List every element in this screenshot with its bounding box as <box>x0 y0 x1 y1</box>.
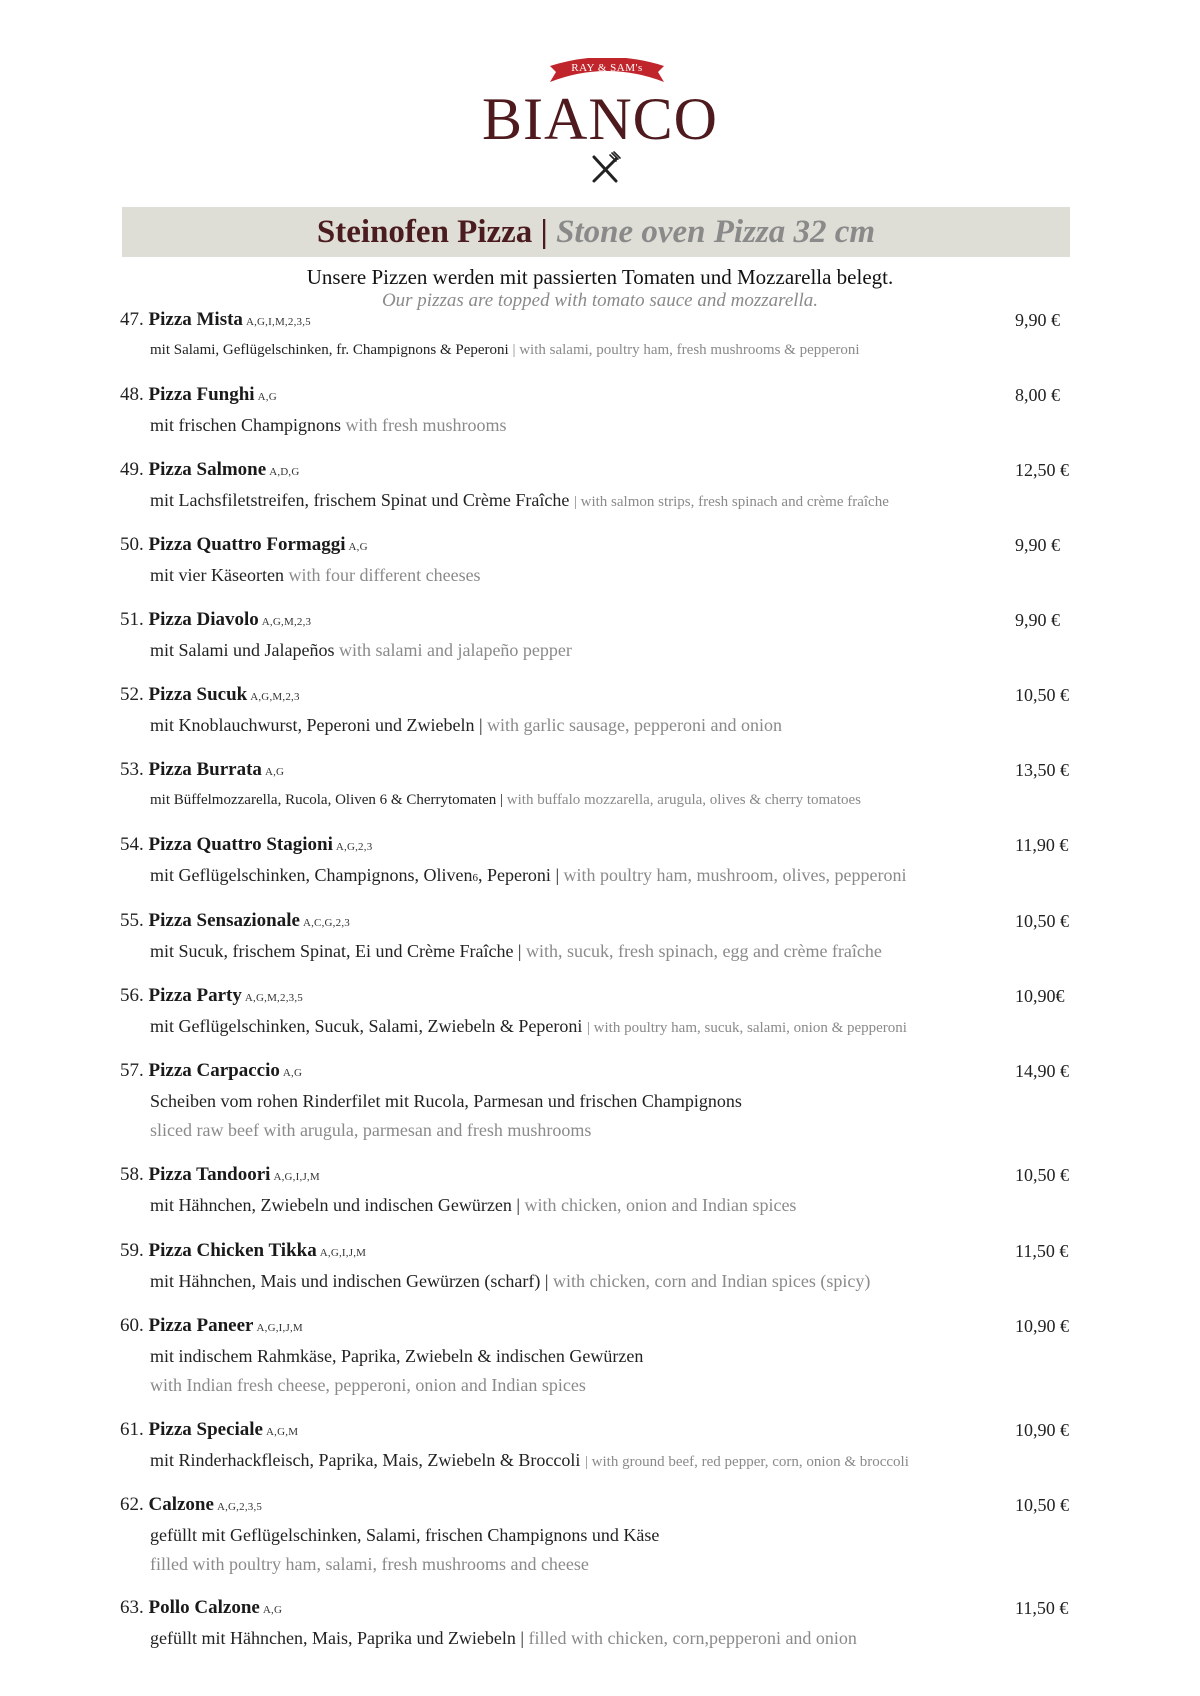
item-heading <box>120 309 311 333</box>
allergen-codes: A,G,M <box>266 1426 299 1438</box>
item-name: Calzone <box>148 1494 214 1515</box>
item-number: 52. <box>120 684 144 705</box>
item-heading <box>120 1419 298 1443</box>
item-number: 53. <box>120 759 144 780</box>
item-number: 49. <box>120 459 144 480</box>
description-english: with Indian fresh cheese, pepperoni, onion and Indian spices <box>150 1375 586 1395</box>
description-english: with fresh mushrooms <box>345 415 507 435</box>
description-english: | with salami, poultry ham, fresh mushrooms & pepperoni <box>512 342 860 358</box>
item-price: 11,50 € <box>1015 1598 1069 1618</box>
allergen-codes: A,G,M,2,3,5 <box>244 992 303 1004</box>
item-description <box>150 639 572 661</box>
item-description <box>150 1270 870 1292</box>
allergen-codes: A,G <box>257 391 277 403</box>
allergen-codes: A,G,I,J,M <box>256 1322 303 1334</box>
description-german: mit Lachsfiletstreifen, frischem Spinat und Crème Fraîche <box>150 490 570 510</box>
item-name: Pizza Quattro Formaggi <box>148 534 346 555</box>
description-english: filled with poultry ham, salami, fresh mushrooms and cheese <box>150 1554 589 1574</box>
item-heading <box>120 985 303 1009</box>
allergen-codes: A,G,M,2,3 <box>261 616 312 628</box>
item-description <box>150 789 861 811</box>
description-german: mit Salami, Geflügelschinken, fr. Champignons & Peperoni <box>150 342 509 358</box>
item-name: Pizza Mista <box>148 309 243 330</box>
description-german: mit Büffelmozzarella, Rucola, Oliven 6 & Cherrytomaten | <box>150 792 504 808</box>
allergen-codes: A,D,G <box>269 466 300 478</box>
item-description-english <box>150 1119 591 1141</box>
item-price: 10,90€ <box>1015 986 1065 1006</box>
title-german: Steinofen Pizza <box>316 214 533 250</box>
item-heading <box>120 759 284 783</box>
item-heading <box>120 910 350 934</box>
item-number: 59. <box>120 1240 144 1261</box>
item-name: Pizza Sensazionale <box>148 910 300 931</box>
item-name: Pizza Chicken Tikka <box>148 1240 317 1261</box>
allergen-codes: A,G,I,J,M <box>273 1171 320 1183</box>
description-german: mit Geflügelschinken, Sucuk, Salami, Zwiebeln & Peperoni <box>150 1016 583 1036</box>
allergen-codes: A,G <box>262 1604 283 1616</box>
description-german: gefüllt mit Hähnchen, Mais, Paprika und Zwiebeln | <box>150 1628 525 1648</box>
item-price: 9,90 € <box>1015 310 1060 330</box>
item-description <box>150 564 481 586</box>
item-price: 10,90 € <box>1015 1420 1069 1440</box>
item-name: Pizza Funghi <box>148 384 255 405</box>
item-price: 11,50 € <box>1015 1241 1069 1261</box>
item-name: Pollo Calzone <box>148 1597 260 1618</box>
item-price: 11,90 € <box>1015 835 1069 855</box>
description-english: sliced raw beef with arugula, parmesan and fresh mushrooms <box>150 1120 592 1140</box>
description-german: gefüllt mit Geflügelschinken, Salami, frischen Champignons und Käse <box>150 1525 660 1545</box>
item-number: 63. <box>120 1597 144 1618</box>
item-heading <box>120 609 311 633</box>
restaurant-logo <box>0 48 1200 188</box>
item-number: 58. <box>120 1164 144 1185</box>
item-description <box>150 1015 907 1039</box>
allergen-codes: A,G,2,3 <box>335 841 373 853</box>
item-heading <box>120 1597 282 1621</box>
item-description <box>150 940 882 962</box>
item-number: 55. <box>120 910 144 931</box>
item-description <box>150 1449 909 1473</box>
description-german: mit Rinderhackfleisch, Paprika, Mais, Zwiebeln & Broccoli <box>150 1450 581 1470</box>
item-description <box>150 1524 659 1546</box>
description-german-cont: , Peperoni | <box>477 865 560 885</box>
item-name: Pizza Party <box>148 985 242 1006</box>
allergen-codes: A,G,I,J,M <box>319 1247 367 1259</box>
allergen-codes: A,G <box>348 541 368 553</box>
description-german: mit Hähnchen, Mais und indischen Gewürzen (scharf) | <box>150 1271 549 1291</box>
item-price: 10,50 € <box>1015 1495 1069 1515</box>
description-german: mit indischem Rahmkäse, Paprika, Zwiebeln & indischen Gewürzen <box>150 1346 644 1366</box>
description-english: with buffalo mozzarella, arugula, olives & cherry tomatoes <box>506 792 861 808</box>
item-description <box>150 414 506 436</box>
description-german: mit Geflügelschinken, Champignons, Oliven <box>150 865 473 885</box>
item-description-english <box>150 1553 589 1575</box>
item-heading <box>120 534 368 558</box>
description-german: mit frischen Champignons <box>150 415 341 435</box>
item-description <box>150 864 907 889</box>
intro-english: Our pizzas are topped with tomato sauce and mozzarella. <box>381 290 819 311</box>
item-number: 50. <box>120 534 144 555</box>
description-german: mit Hähnchen, Zwiebeln und indischen Gewürzen | <box>150 1195 520 1215</box>
item-price: 9,90 € <box>1015 535 1060 555</box>
item-number: 48. <box>120 384 144 405</box>
description-english: with, sucuk, fresh spinach, egg and crème fraîche <box>526 941 882 961</box>
description-english: with garlic sausage, pepperoni and onion <box>487 715 782 735</box>
item-price: 10,90 € <box>1015 1316 1069 1336</box>
item-description-english <box>150 1374 586 1396</box>
logo-name: BIANCO <box>481 86 718 152</box>
item-number: 47. <box>120 309 144 330</box>
item-name: Pizza Quattro Stagioni <box>148 834 333 855</box>
item-heading <box>120 384 277 408</box>
item-number: 56. <box>120 985 144 1006</box>
logo-banner-text: RAY & SAM's <box>571 62 643 74</box>
description-english: filled with chicken, corn,pepperoni and onion <box>528 1628 857 1648</box>
item-number: 57. <box>120 1060 144 1081</box>
description-english: with four different cheeses <box>288 565 481 585</box>
item-price: 8,00 € <box>1015 385 1060 405</box>
item-name: Pizza Diavolo <box>148 609 259 630</box>
allergen-codes: A,G,M,2,3 <box>250 691 300 703</box>
item-price: 9,90 € <box>1015 610 1060 630</box>
item-number: 62. <box>120 1494 144 1515</box>
item-number: 61. <box>120 1419 144 1440</box>
item-heading <box>120 1060 302 1084</box>
item-description <box>150 1194 796 1216</box>
item-description <box>150 339 860 361</box>
description-german: mit vier Käseorten <box>150 565 284 585</box>
description-english: | with poultry ham, sucuk, salami, onion & pepperoni <box>586 1020 907 1036</box>
intro-german: Unsere Pizzen werden mit passierten Tomaten und Mozzarella belegt. <box>306 265 894 289</box>
description-german: mit Salami und Jalapeños <box>150 640 335 660</box>
item-name: Pizza Tandoori <box>148 1164 271 1185</box>
item-name: Pizza Speciale <box>148 1419 263 1440</box>
crossed-fork-knife-icon <box>587 150 623 186</box>
description-english: with poultry ham, mushroom, olives, pepperoni <box>563 865 907 885</box>
item-price: 10,50 € <box>1015 911 1069 931</box>
allergen-codes: A,C,G,2,3 <box>302 917 350 929</box>
description-subscript: 6 <box>472 872 478 884</box>
allergen-codes: A,G,2,3,5 <box>216 1501 263 1513</box>
item-name: Pizza Burrata <box>148 759 262 780</box>
item-number: 60. <box>120 1315 144 1336</box>
item-heading <box>120 684 300 708</box>
item-name: Pizza Sucuk <box>148 684 248 705</box>
description-german: Scheiben vom rohen Rinderfilet mit Rucola, Parmesan und frischen Champignons <box>150 1091 742 1111</box>
item-name: Pizza Paneer <box>148 1315 254 1336</box>
item-heading <box>120 1494 262 1518</box>
item-price: 14,90 € <box>1015 1061 1069 1081</box>
item-name: Pizza Salmone <box>148 459 267 480</box>
title-english: Stone oven Pizza 32 cm <box>556 214 876 250</box>
description-english: with salami and jalapeño pepper <box>338 640 572 660</box>
item-heading <box>120 1315 303 1339</box>
description-english: with chicken, onion and Indian spices <box>524 1195 797 1215</box>
item-description <box>150 1345 643 1367</box>
item-heading <box>120 1164 320 1188</box>
description-german: mit Knoblauchwurst, Peperoni und Zwiebeln | <box>150 715 483 735</box>
item-description <box>150 1090 742 1112</box>
item-heading <box>120 1240 366 1264</box>
allergen-codes: A,G <box>264 766 285 778</box>
allergen-codes: A,G,I,M,2,3,5 <box>245 316 311 328</box>
item-description <box>150 714 782 736</box>
item-price: 12,50 € <box>1015 460 1069 480</box>
item-description <box>150 489 889 513</box>
allergen-codes: A,G <box>282 1067 303 1079</box>
item-heading <box>120 459 300 483</box>
item-heading <box>120 834 372 858</box>
description-english: | with ground beef, red pepper, corn, onion & broccoli <box>584 1454 909 1470</box>
item-number: 51. <box>120 609 144 630</box>
item-price: 10,50 € <box>1015 685 1069 705</box>
item-number: 54. <box>120 834 144 855</box>
description-english: | with salmon strips, fresh spinach and crème fraîche <box>573 494 889 510</box>
title-separator: | <box>540 214 548 250</box>
section-title <box>122 207 1070 257</box>
description-german: mit Sucuk, frischem Spinat, Ei und Crème Fraîche | <box>150 941 522 961</box>
item-description <box>150 1627 857 1649</box>
description-english: with chicken, corn and Indian spices (spicy) <box>552 1271 871 1291</box>
item-name: Pizza Carpaccio <box>148 1060 280 1081</box>
item-price: 13,50 € <box>1015 760 1069 780</box>
item-price: 10,50 € <box>1015 1165 1069 1185</box>
